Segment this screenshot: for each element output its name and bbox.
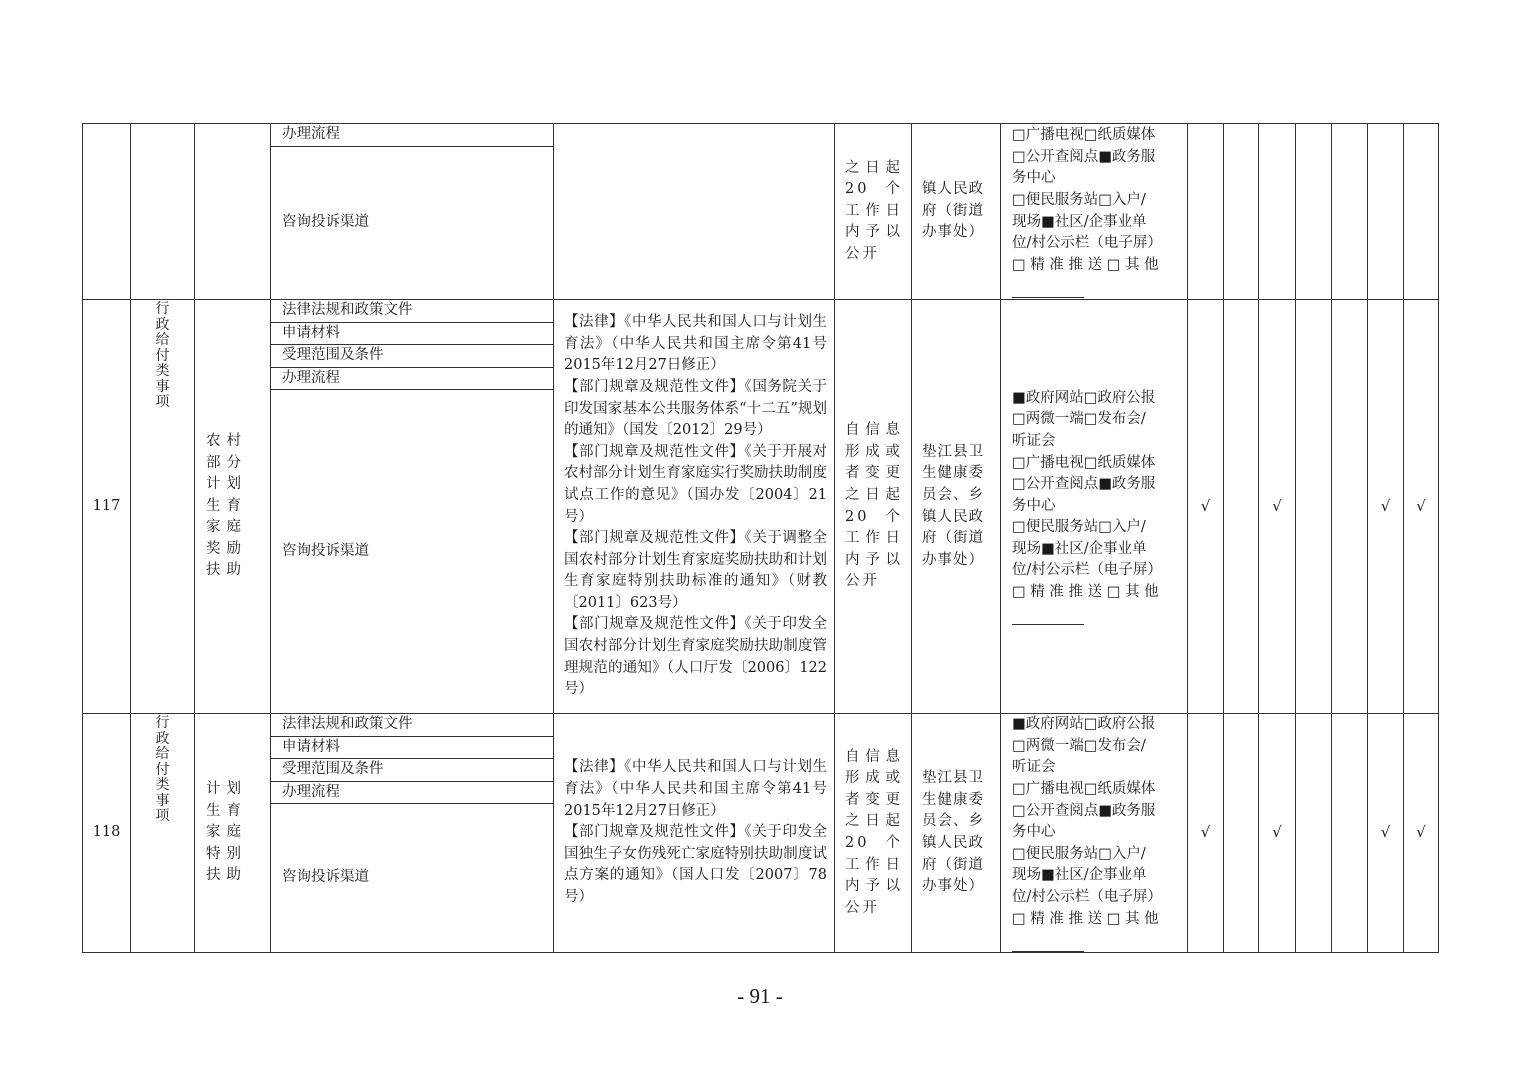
basis-cell [554,124,835,300]
disclosure-subject: 镇人民政府（街道办事处） [912,124,1001,300]
basis-paragraph: 【部门规章及规范性文件】《国务院关于印发国家基本公共服务体系“十二五”规划的通知》（国发〔2012〕29号） [564,378,827,439]
row-index [83,124,131,300]
basis-paragraph: 【部门规章及规范性文件】《关于印发全国农村部分计划生育家庭奖励扶助制度管理规范的通知》（人口厅发〔2006〕122号） [564,616,827,698]
table-row [83,124,1439,300]
content-item: 咨询投诉渠道 [282,542,369,559]
category-text: 行政给付类事项 [155,715,170,824]
check-cell [1404,124,1439,300]
public-content-cell [271,300,554,714]
content-item: 咨询投诉渠道 [282,214,369,230]
channel-line: 听证会 [1012,432,1056,449]
item-name-cell [195,714,271,953]
channel-line: 现场■社区/企事业单 [1012,213,1147,230]
content-item: 申请材料 [271,323,553,346]
check-cell [1332,714,1368,953]
check-cell: √ [1404,300,1439,714]
content-item: 咨询投诉渠道 [282,869,369,886]
content-item: 申请材料 [271,737,553,760]
disclosure-subject: 垫江县卫生健康委员会、乡镇人民政府（街道办事处） [912,300,1001,714]
check-cell: √ [1404,714,1439,953]
channel-line: 务中心 [1012,497,1056,514]
channel-line: 位/村公示栏（电子屏） [1012,235,1162,252]
check-cell [1224,714,1259,953]
row-index: 118 [83,714,131,953]
channels-cell [1001,124,1188,300]
item-name: 农村部分计划生育家庭奖励扶助 [206,432,247,579]
channel-line: □ 精 准 推 送 □ 其 他 [1012,910,1159,927]
channel-line: 位/村公示栏（电子屏） [1012,888,1162,905]
check-cell: √ [1259,714,1296,953]
channel-line: □便民服务站□入户/ [1012,191,1146,208]
basis-paragraph: 【部门规章及规范性文件】《关于印发全国独生子女伤残死亡家庭特别扶助制度试点方案的通知》（国人口发〔2007〕78号） [564,824,827,905]
check-cell [1332,124,1368,300]
check-cell: √ [1368,714,1404,953]
public-content-cell [271,714,554,953]
disclosure-time: 自信息形成或者变更之日起20个工作日内予以公开 [835,714,912,953]
channel-line: 务中心 [1012,824,1056,841]
content-item: 受理范围及条件 [271,345,553,368]
basis-cell [554,300,835,714]
content-item: 法律法规和政策文件 [271,714,553,737]
disclosure-time: 自信息形成或者变更之日起20个工作日内予以公开 [835,300,912,714]
channel-line: 现场■社区/企事业单 [1012,867,1147,884]
content-item: 法律法规和政策文件 [271,300,553,323]
basis-paragraph: 【部门规章及规范性文件】《关于开展对农村部分计划生育家庭实行奖励扶助制度试点工作的意见》（国办发〔2004〕21号） [564,443,827,525]
channel-line: □两微一端□发布会/ [1012,737,1146,754]
channel-line: □便民服务站□入户/ [1012,845,1146,862]
channel-line: □ 精 准 推 送 □ 其 他 [1012,256,1159,273]
item-name: 计划生育家庭特别扶助 [206,781,247,884]
item-name-cell [195,300,271,714]
channel-line: □ 精 准 推 送 □ 其 他 [1012,584,1159,601]
check-cell [1224,300,1259,714]
channel-line: □两微一端□发布会/ [1012,411,1146,428]
channel-other-blank [1012,281,1084,298]
item-name-cell [195,124,271,300]
disclosure-subject: 垫江县卫生健康委员会、乡镇人民政府（街道办事处） [912,714,1001,953]
check-cell [1224,124,1259,300]
table-row [83,714,1439,953]
category-cell [131,714,195,953]
page-number: - 91 - [737,984,783,1008]
channel-line: □广播电视□纸质媒体 [1012,781,1156,798]
check-cell [1296,124,1332,300]
check-cell: √ [1259,300,1296,714]
channel-line: □公开查阅点■政务服 [1012,148,1156,165]
category-cell [131,124,195,300]
category-cell [131,300,195,714]
check-cell: √ [1368,300,1404,714]
channel-line: □公开查阅点■政务服 [1012,476,1156,493]
channel-line: ■政府网站□政府公报 [1012,389,1156,406]
row-index: 117 [83,300,131,714]
channel-other-blank [1012,608,1084,625]
public-content-cell [271,124,554,300]
check-cell [1259,124,1296,300]
disclosure-table [82,123,1439,953]
content-item: 受理范围及条件 [271,759,553,782]
channel-line: ■政府网站□政府公报 [1012,716,1156,733]
check-cell [1296,300,1332,714]
channel-line: □广播电视□纸质媒体 [1012,454,1156,471]
channel-line: 位/村公示栏（电子屏） [1012,562,1162,579]
check-cell: √ [1188,714,1224,953]
channel-line: □公开查阅点■政务服 [1012,802,1156,819]
basis-cell [554,714,835,953]
channel-line: 务中心 [1012,170,1056,187]
basis-paragraph: 【法律】《中华人民共和国人口与计划生育法》（中华人民共和国主席令第41号2015年12月27日修正） [564,759,827,819]
check-cell [1296,714,1332,953]
check-cell [1332,300,1368,714]
channels-cell [1001,300,1188,714]
basis-paragraph: 【法律】《中华人民共和国人口与计划生育法》（中华人民共和国主席令第41号2015年12月27日修正） [564,314,827,374]
disclosure-time: 之日起20个工作日内予以公开 [835,124,912,300]
category-text: 行政给付类事项 [155,301,170,410]
check-cell [1368,124,1404,300]
basis-paragraph: 【部门规章及规范性文件】《关于调整全国农村部分计划生育家庭奖励扶助和计划生育家庭特别扶助标准的通知》（财教〔2011〕623号） [564,530,827,611]
channel-line: □广播电视□纸质媒体 [1012,127,1156,144]
check-cell [1188,124,1224,300]
check-cell: √ [1188,300,1224,714]
channel-other-blank [1012,935,1084,952]
content-item: 办理流程 [271,124,553,147]
content-item: 办理流程 [271,368,553,391]
channels-cell [1001,714,1188,953]
channel-line: □便民服务站□入户/ [1012,519,1146,536]
channel-line: 听证会 [1012,759,1056,776]
table-row [83,300,1439,714]
channel-line: 现场■社区/企事业单 [1012,540,1147,557]
content-item: 办理流程 [271,782,553,805]
